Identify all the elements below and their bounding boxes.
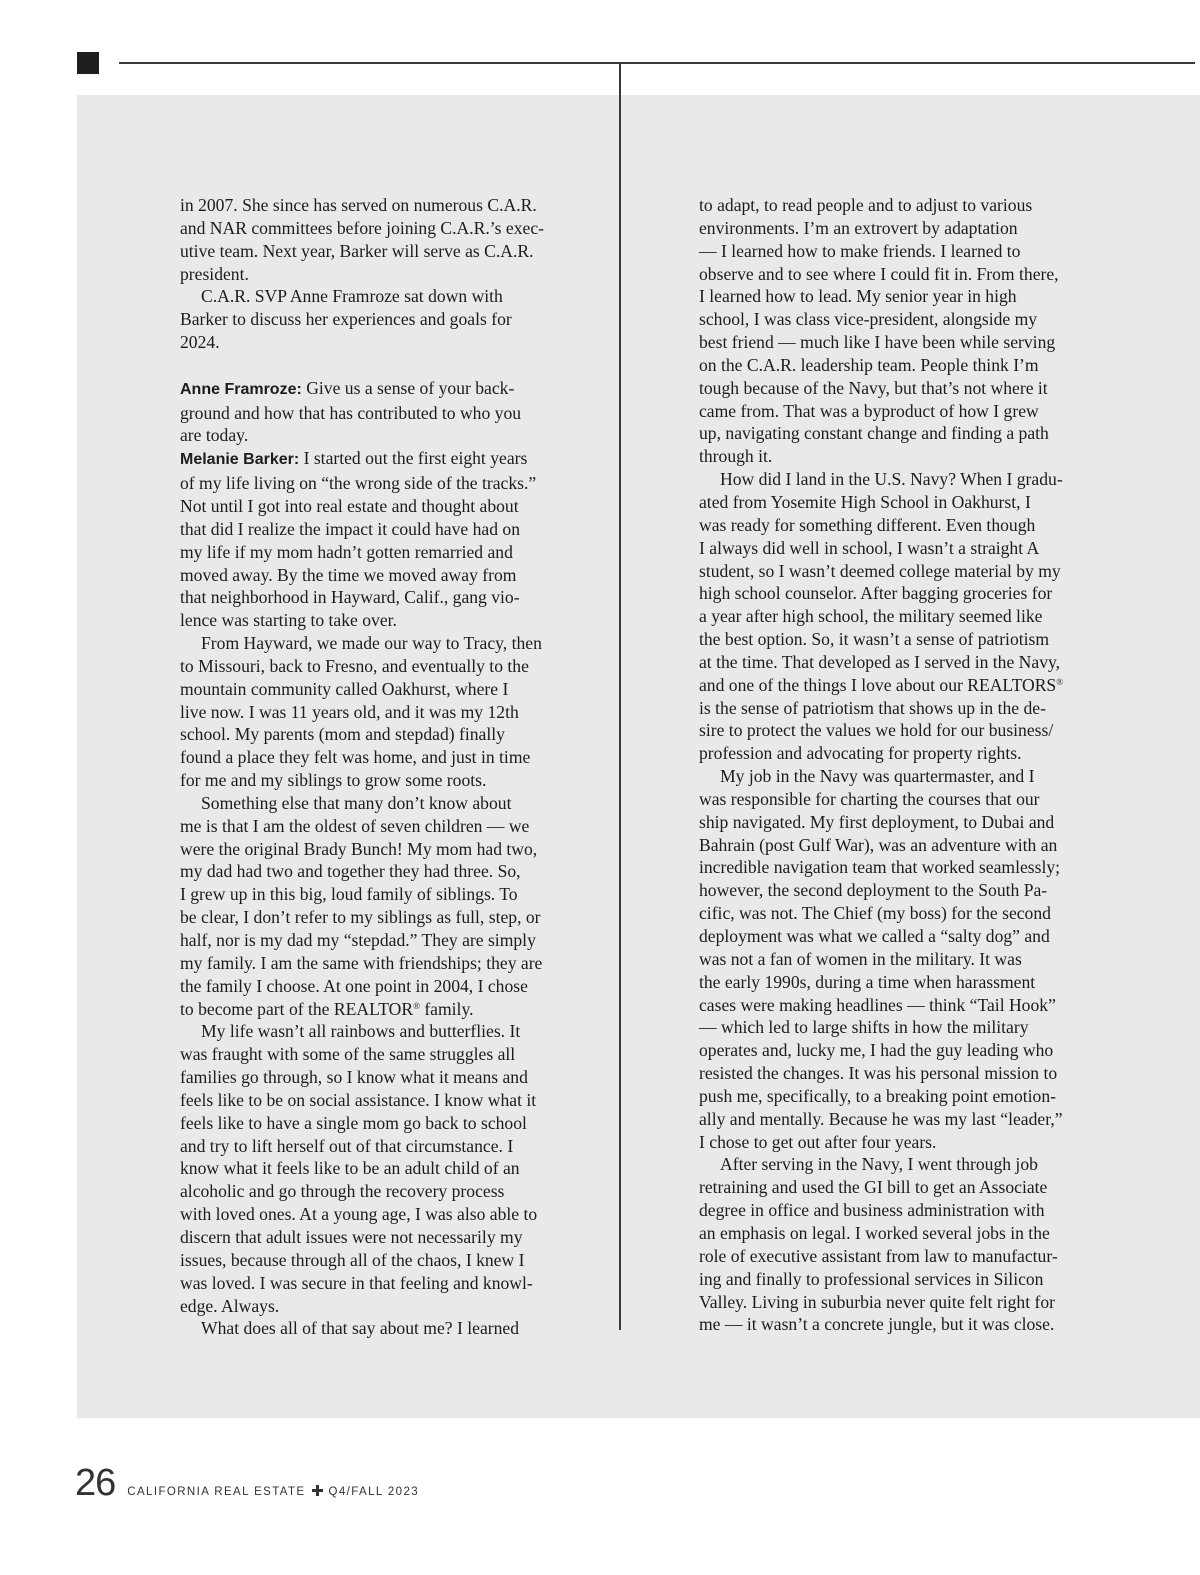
speaker-name: Melanie Barker: xyxy=(180,451,300,469)
line-text: operates and, lucky me, I had the guy leading who xyxy=(699,1040,1054,1061)
line-text: half, nor is my dad my “stepdad.” They are simply xyxy=(180,930,536,950)
text-line xyxy=(180,564,564,587)
line-text: I always did well in school, I wasn’t a straight A xyxy=(699,537,1040,558)
line-text: found a place they felt was home, and just in time xyxy=(180,747,531,768)
line-text: cases were making headlines — think “Tail Hook” xyxy=(699,994,1056,1015)
text-line xyxy=(699,1085,1083,1108)
page-footer xyxy=(75,1462,419,1505)
text-line xyxy=(699,1313,1083,1336)
line-text: were the original Brady Bunch! My mom had two, xyxy=(180,838,538,859)
text-line xyxy=(180,1249,564,1272)
text-line xyxy=(699,331,1083,354)
speaker-name: Anne Framroze: xyxy=(180,380,302,398)
line-text: profession and advocating for property rights. xyxy=(699,743,1022,764)
text-line xyxy=(180,1226,564,1249)
line-text: 2024. xyxy=(180,332,220,353)
line-text: issues, because through all of the chaos, I knew I xyxy=(180,1249,525,1270)
line-text: my life if my mom hadn’t gotten remarried and xyxy=(180,541,513,562)
line-text: discern that adult issues were not necessarily my xyxy=(180,1226,523,1247)
line-text: My life wasn’t all rainbows and butterflies. It xyxy=(201,1021,521,1042)
text-line xyxy=(180,1135,564,1158)
text-line xyxy=(699,194,1083,217)
line-text: at the time. That developed as I served in the Navy, xyxy=(699,651,1061,672)
text-line xyxy=(699,1153,1083,1176)
text-line xyxy=(180,655,564,678)
line-text: ship navigated. My first deployment, to Dubai and xyxy=(699,811,1055,832)
text-line xyxy=(180,838,564,861)
text-line xyxy=(180,746,564,769)
text-line xyxy=(699,719,1083,742)
line-text: be clear, I don’t refer to my siblings as full, step, or xyxy=(180,907,541,928)
line-text: and NAR committees before joining C.A.R.’s exec- xyxy=(180,217,545,238)
text-line xyxy=(699,1039,1083,1062)
line-text: resisted the changes. It was his personal mission to xyxy=(699,1063,1058,1084)
line-text: for me and my siblings to grow some roots. xyxy=(180,770,487,791)
line-text: cific, was not. The Chief (my boss) for the second xyxy=(699,903,1051,924)
text-line xyxy=(180,1272,564,1295)
text-line xyxy=(699,445,1083,468)
column-divider xyxy=(619,62,621,1330)
line-text: What does all of that say about me? I learned xyxy=(201,1318,520,1339)
text-line xyxy=(699,1199,1083,1222)
text-line xyxy=(699,879,1083,902)
line-text: of my life living on “the wrong side of the tracks.” xyxy=(180,473,537,494)
top-rule xyxy=(119,62,1195,64)
text-line xyxy=(180,331,564,354)
line-text: How did I land in the U.S. Navy? When I gradu- xyxy=(720,469,1063,490)
publication-name: CALIFORNIA REAL ESTATE xyxy=(127,1486,306,1498)
line-text: feels like to be on social assistance. I know what it xyxy=(180,1089,537,1110)
text-line xyxy=(699,560,1083,583)
line-text: me is that I am the oldest of seven children — we xyxy=(180,815,530,836)
text-line xyxy=(699,628,1083,651)
text-line xyxy=(180,495,564,518)
text-line xyxy=(699,788,1083,811)
line-text: with loved ones. At a young age, I was also able to xyxy=(180,1204,538,1225)
text-line xyxy=(180,609,564,632)
text-line xyxy=(699,1176,1083,1199)
text-line xyxy=(699,217,1083,240)
text-line xyxy=(180,792,564,815)
line-text: ated from Yosemite High School in Oakhurst, I xyxy=(699,491,1031,512)
line-text: retraining and used the GI bill to get an Associate xyxy=(699,1177,1048,1198)
line-text: on the C.A.R. leadership team. People think I’m xyxy=(699,354,1039,375)
line-text: I grew up in this big, loud family of siblings. To xyxy=(180,884,518,905)
line-text: deployment was what we called a “salty dog” and xyxy=(699,926,1050,946)
text-line xyxy=(699,263,1083,286)
text-line xyxy=(180,1203,564,1226)
line-text: to Missouri, back to Fresno, and eventually to the xyxy=(180,655,529,676)
line-text: — I learned how to make friends. I learned to xyxy=(699,240,1021,261)
line-text: Not until I got into real estate and thought about xyxy=(180,495,519,516)
text-line xyxy=(180,541,564,564)
text-line xyxy=(699,697,1083,720)
text-line xyxy=(180,998,564,1021)
text-line xyxy=(180,952,564,975)
text-line xyxy=(699,971,1083,994)
text-line xyxy=(180,883,564,906)
text-line xyxy=(180,723,564,746)
line-text: the best option. So, it wasn’t a sense of patriotism xyxy=(699,629,1050,650)
text-line xyxy=(699,765,1083,788)
text-line xyxy=(180,194,564,217)
line-text: I learned how to lead. My senior year in high xyxy=(699,286,1017,307)
line-text: that neighborhood in Hayward, Calif., gang vio- xyxy=(180,587,520,608)
text-line xyxy=(180,586,564,609)
text-line xyxy=(699,811,1083,834)
text-line xyxy=(180,769,564,792)
line-text: moved away. By the time we moved away from xyxy=(180,564,517,585)
registered-mark: ® xyxy=(413,1000,420,1011)
text-line xyxy=(180,354,564,377)
line-text: push me, specifically, to a breaking point emotion- xyxy=(699,1085,1056,1106)
text-line xyxy=(699,422,1083,445)
page-number: 26 xyxy=(75,1462,116,1504)
line-text: school. My parents (mom and stepdad) finally xyxy=(180,724,505,745)
plus-cross-icon xyxy=(312,1485,323,1496)
line-text: — which led to large shifts in how the military xyxy=(699,1017,1029,1038)
text-line xyxy=(699,1131,1083,1154)
line-text: alcoholic and go through the recovery process xyxy=(180,1181,505,1202)
text-line xyxy=(699,742,1083,765)
text-line xyxy=(699,377,1083,400)
line-text: observe and to see where I could fit in. From there, xyxy=(699,263,1059,284)
line-text: student, so I wasn’t deemed college material by my xyxy=(699,560,1061,581)
text-line xyxy=(699,856,1083,879)
line-text-after: family. xyxy=(419,998,474,1019)
text-line xyxy=(699,651,1083,674)
line-text: was not a fan of women in the military. It was xyxy=(699,948,1022,969)
text-line xyxy=(699,1268,1083,1291)
text-line xyxy=(180,377,564,402)
text-line xyxy=(699,308,1083,331)
text-line xyxy=(180,1089,564,1112)
line-text: feels like to have a single mom go back to school xyxy=(180,1112,527,1133)
text-line xyxy=(699,902,1083,925)
text-line xyxy=(180,906,564,929)
line-text: From Hayward, we made our way to Tracy, then xyxy=(201,633,542,654)
text-line xyxy=(180,263,564,286)
line-text: ground and how that has contributed to who you xyxy=(180,402,522,423)
text-line xyxy=(699,674,1083,697)
text-line xyxy=(180,1020,564,1043)
corner-square-marker xyxy=(77,52,99,74)
line-text: Something else that many don’t know about xyxy=(201,792,512,813)
text-line xyxy=(699,582,1083,605)
article-column-left xyxy=(180,194,564,1340)
line-text: was loved. I was secure in that feeling and knowl- xyxy=(180,1272,533,1293)
text-line xyxy=(699,1016,1083,1039)
text-line xyxy=(180,678,564,701)
line-text: live now. I was 11 years old, and it was my 12th xyxy=(180,701,519,722)
line-text: incredible navigation team that worked seamlessly; xyxy=(699,857,1061,878)
line-text: came from. That was a byproduct of how I grew xyxy=(699,400,1039,421)
text-line xyxy=(180,217,564,240)
line-text: Barker to discuss her experiences and goals for xyxy=(180,309,512,330)
text-line xyxy=(699,994,1083,1017)
text-line xyxy=(180,1317,564,1340)
line-text: the early 1990s, during a time when harassment xyxy=(699,971,1036,992)
text-line xyxy=(180,975,564,998)
text-line xyxy=(180,447,564,472)
line-text: to adapt, to read people and to adjust to various xyxy=(699,195,1033,215)
text-line xyxy=(180,815,564,838)
text-line xyxy=(699,1222,1083,1245)
text-line xyxy=(699,354,1083,377)
text-line xyxy=(699,468,1083,491)
text-line xyxy=(180,1066,564,1089)
line-text: know what it feels like to be an adult child of an xyxy=(180,1158,520,1179)
text-line xyxy=(180,1112,564,1135)
line-text: ally and mentally. Because he was my last “leader,” xyxy=(699,1108,1063,1129)
article-column-right xyxy=(699,194,1083,1336)
text-line xyxy=(699,514,1083,537)
line-text: tough because of the Navy, but that’s not where it xyxy=(699,377,1048,398)
text-line xyxy=(699,1245,1083,1268)
text-line xyxy=(699,240,1083,263)
line-text: high school counselor. After bagging groceries for xyxy=(699,583,1053,604)
text-line xyxy=(180,402,564,425)
line-text: the family I choose. At one point in 2004, I chose xyxy=(180,975,528,996)
line-text: is the sense of patriotism that shows up in the de- xyxy=(699,697,1046,718)
line-text: utive team. Next year, Barker will serve as C.A.R. xyxy=(180,240,534,261)
line-text: are today. xyxy=(180,425,249,446)
line-text: through it. xyxy=(699,446,773,467)
line-text: families go through, so I know what it means and xyxy=(180,1067,528,1088)
text-line xyxy=(699,537,1083,560)
line-text: I started out the first eight years xyxy=(299,448,528,469)
text-line xyxy=(180,929,564,952)
line-text: I chose to get out after four years. xyxy=(699,1131,937,1152)
text-line xyxy=(180,285,564,308)
line-text: was fraught with some of the same struggles all xyxy=(180,1044,516,1065)
line-text: ing and finally to professional services in Silicon xyxy=(699,1268,1044,1289)
text-line xyxy=(180,1043,564,1066)
text-line xyxy=(699,285,1083,308)
line-text: me — it wasn’t a concrete jungle, but it was close. xyxy=(699,1314,1055,1335)
line-text: edge. Always. xyxy=(180,1295,280,1316)
text-line xyxy=(180,701,564,724)
line-text: however, the second deployment to the South Pa- xyxy=(699,880,1048,901)
line-text: Bahrain (post Gulf War), was an adventure with an xyxy=(699,834,1058,855)
line-text: that did I realize the impact it could have had on xyxy=(180,518,521,539)
text-line xyxy=(699,1062,1083,1085)
text-line xyxy=(180,424,564,447)
text-line xyxy=(180,472,564,495)
line-text: and try to lift herself out of that circumstance. I xyxy=(180,1135,514,1156)
text-line xyxy=(180,632,564,655)
line-text: my dad had two and together they had three. So, xyxy=(180,861,521,882)
line-text: up, navigating constant change and finding a path xyxy=(699,423,1049,444)
line-text: to become part of the REALTOR xyxy=(180,998,414,1019)
line-text: an emphasis on legal. I worked several jobs in the xyxy=(699,1222,1050,1243)
line-text: role of executive assistant from law to manufactur- xyxy=(699,1245,1058,1266)
line-text: school, I was class vice-president, alongside my xyxy=(699,309,1038,330)
text-line xyxy=(180,518,564,541)
text-line xyxy=(699,1291,1083,1314)
line-text: environments. I’m an extrovert by adaptation xyxy=(699,217,1018,238)
text-line xyxy=(180,1157,564,1180)
text-line xyxy=(699,491,1083,514)
text-line xyxy=(699,925,1083,948)
line-text: lence was starting to take over. xyxy=(180,610,397,631)
line-text: mountain community called Oakhurst, where I xyxy=(180,678,509,699)
line-text: was ready for something different. Even though xyxy=(699,514,1036,535)
line-text: best friend — much like I have been while serving xyxy=(699,332,1056,353)
line-text: a year after high school, the military seemed like xyxy=(699,606,1043,627)
text-line xyxy=(180,860,564,883)
line-text: C.A.R. SVP Anne Framroze sat down with xyxy=(201,286,503,307)
line-text: president. xyxy=(180,263,249,284)
line-text: in 2007. She since has served on numerous C.A.R. xyxy=(180,195,537,215)
line-text: Give us a sense of your back- xyxy=(301,377,515,398)
text-line xyxy=(180,240,564,263)
line-text: was responsible for charting the courses that our xyxy=(699,788,1040,809)
text-line xyxy=(699,605,1083,628)
text-line xyxy=(180,1295,564,1318)
issue-label: Q4/FALL 2023 xyxy=(328,1486,420,1498)
line-text: My job in the Navy was quartermaster, and I xyxy=(720,766,1035,787)
line-text: After serving in the Navy, I went through job xyxy=(720,1154,1038,1175)
text-line xyxy=(180,1180,564,1203)
line-text: my family. I am the same with friendships; they are xyxy=(180,952,543,973)
line-text: degree in office and business administration with xyxy=(699,1200,1045,1221)
text-line xyxy=(699,400,1083,423)
text-line xyxy=(699,1108,1083,1131)
text-line xyxy=(180,308,564,331)
line-text: and one of the things I love about our REALTORS xyxy=(699,674,1057,695)
text-line xyxy=(699,834,1083,857)
line-text: Valley. Living in suburbia never quite felt right for xyxy=(699,1291,1056,1312)
line-text: sire to protect the values we hold for our business/ xyxy=(699,720,1054,741)
text-line xyxy=(699,948,1083,971)
registered-mark: ® xyxy=(1056,676,1064,687)
